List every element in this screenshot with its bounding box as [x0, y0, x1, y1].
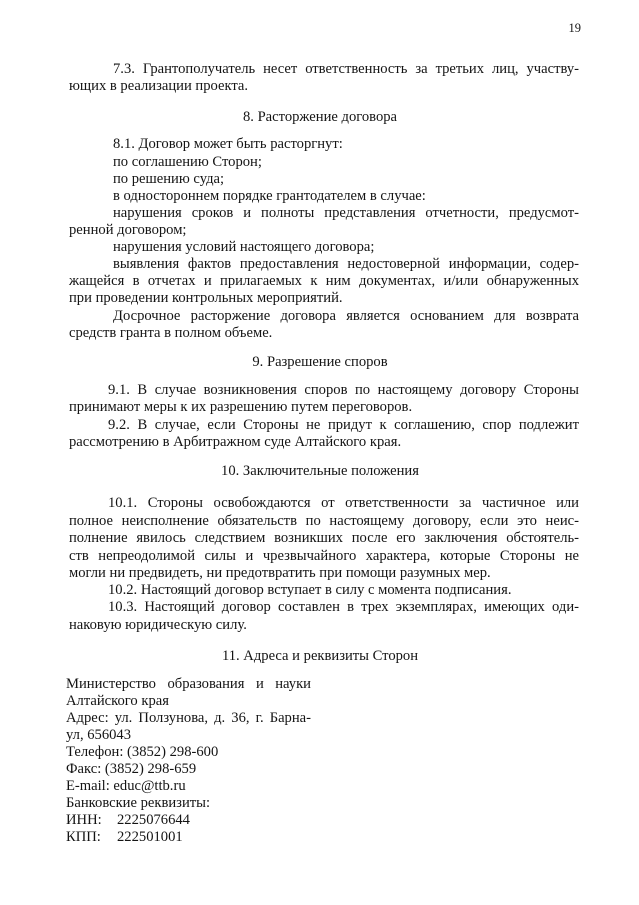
- org-name-line-1: Министерство образования и науки: [66, 676, 311, 692]
- clause-10-1-line-2: полное неисполнение обязательств по настоящему договору, если это неис-: [69, 513, 579, 529]
- section-9-heading: 9. Разрешение споров: [252, 354, 388, 370]
- list-item-by-agreement: по соглашению Сторон;: [113, 154, 262, 170]
- inn-label: ИНН:: [66, 812, 102, 828]
- page-number: 19: [568, 21, 581, 35]
- clause-9-2-line-2: рассмотрению в Арбитражном суде Алтайского края.: [69, 434, 402, 450]
- address-line-1: Адрес: ул. Ползунова, д. 36, г. Барна-: [66, 710, 311, 726]
- list-item-false-info-line-3: при проведении контрольных мероприятий.: [69, 290, 343, 306]
- inn-value: 2225076644: [117, 812, 190, 828]
- fax: Факс: (3852) 298-659: [66, 761, 197, 777]
- org-name-line-2: Алтайского края: [66, 693, 169, 709]
- clause-9-1-line-2: принимают меры к их разрешению путем переговоров.: [69, 399, 413, 415]
- list-item-violation-terms-line-1: нарушения сроков и полноты представления отчетности, предусмот-: [113, 205, 579, 221]
- kpp-value: 222501001: [117, 829, 183, 845]
- clause-10-1-line-3: полнение явилось следствием возникших после его заключения обстоятель-: [69, 530, 579, 546]
- clause-10-2: 10.2. Настоящий договор вступает в силу с момента подписания.: [108, 582, 512, 598]
- bank-details-label: Банковские реквизиты:: [66, 795, 210, 811]
- address-line-2: ул, 656043: [66, 727, 132, 743]
- clause-10-3-line-2: наковую юридическую силу.: [69, 617, 247, 633]
- list-item-by-court: по решению суда;: [113, 171, 225, 187]
- phone: Телефон: (3852) 298-600: [66, 744, 219, 760]
- list-item-violation-conditions: нарушения условий настоящего договора;: [113, 239, 375, 255]
- section-11-heading: 11. Адреса и реквизиты Сторон: [221, 648, 419, 664]
- kpp-label: КПП:: [66, 829, 101, 845]
- inn-row: [66, 811, 190, 829]
- list-item-false-info-line-2: жащейся в отчетах и прилагаемых к ним документах, и/или обнаруженных: [69, 273, 579, 289]
- clause-9-1-line-1: 9.1. В случае возникновения споров по настоящему договору Стороны: [108, 382, 579, 398]
- kpp-row: [66, 828, 183, 846]
- email: E-mail: educ@ttb.ru: [66, 778, 186, 794]
- clause-10-3-line-1: 10.3. Настоящий договор составлен в трех экземплярах, имеющих оди-: [108, 599, 579, 615]
- clause-7-3-line-2: ющих в реализации проекта.: [69, 78, 249, 94]
- list-item-false-info-line-1: выявления фактов предоставления недостоверной информации, содер-: [113, 256, 579, 272]
- list-item-unilateral: в одностороннем порядке грантодателем в случае:: [113, 188, 426, 204]
- early-termination-line-2: средств гранта в полном объеме.: [69, 325, 273, 341]
- clause-8-1: 8.1. Договор может быть расторгнут:: [113, 136, 343, 152]
- early-termination-line-1: Досрочное расторжение договора является основанием для возврата: [113, 308, 579, 324]
- clause-9-2-line-1: 9.2. В случае, если Стороны не придут к соглашению, спор подлежит: [108, 417, 579, 433]
- section-8-heading: 8. Расторжение договора: [242, 109, 398, 125]
- section-10-heading: 10. Заключительные положения: [221, 463, 419, 479]
- clause-10-1-line-1: 10.1. Стороны освобождаются от ответственности за частичное или: [108, 495, 579, 511]
- list-item-violation-terms-line-2: ренной договором;: [69, 222, 187, 238]
- clause-7-3-line-1: 7.3. Грантополучатель несет ответственность за третьих лиц, участву-: [113, 61, 579, 77]
- clause-10-1-line-4: ств непреодолимой силы и чрезвычайного характера, которые Стороны не: [69, 548, 579, 564]
- clause-10-1-line-5: могли ни предвидеть, ни предотвратить при помощи разумных мер.: [69, 565, 491, 581]
